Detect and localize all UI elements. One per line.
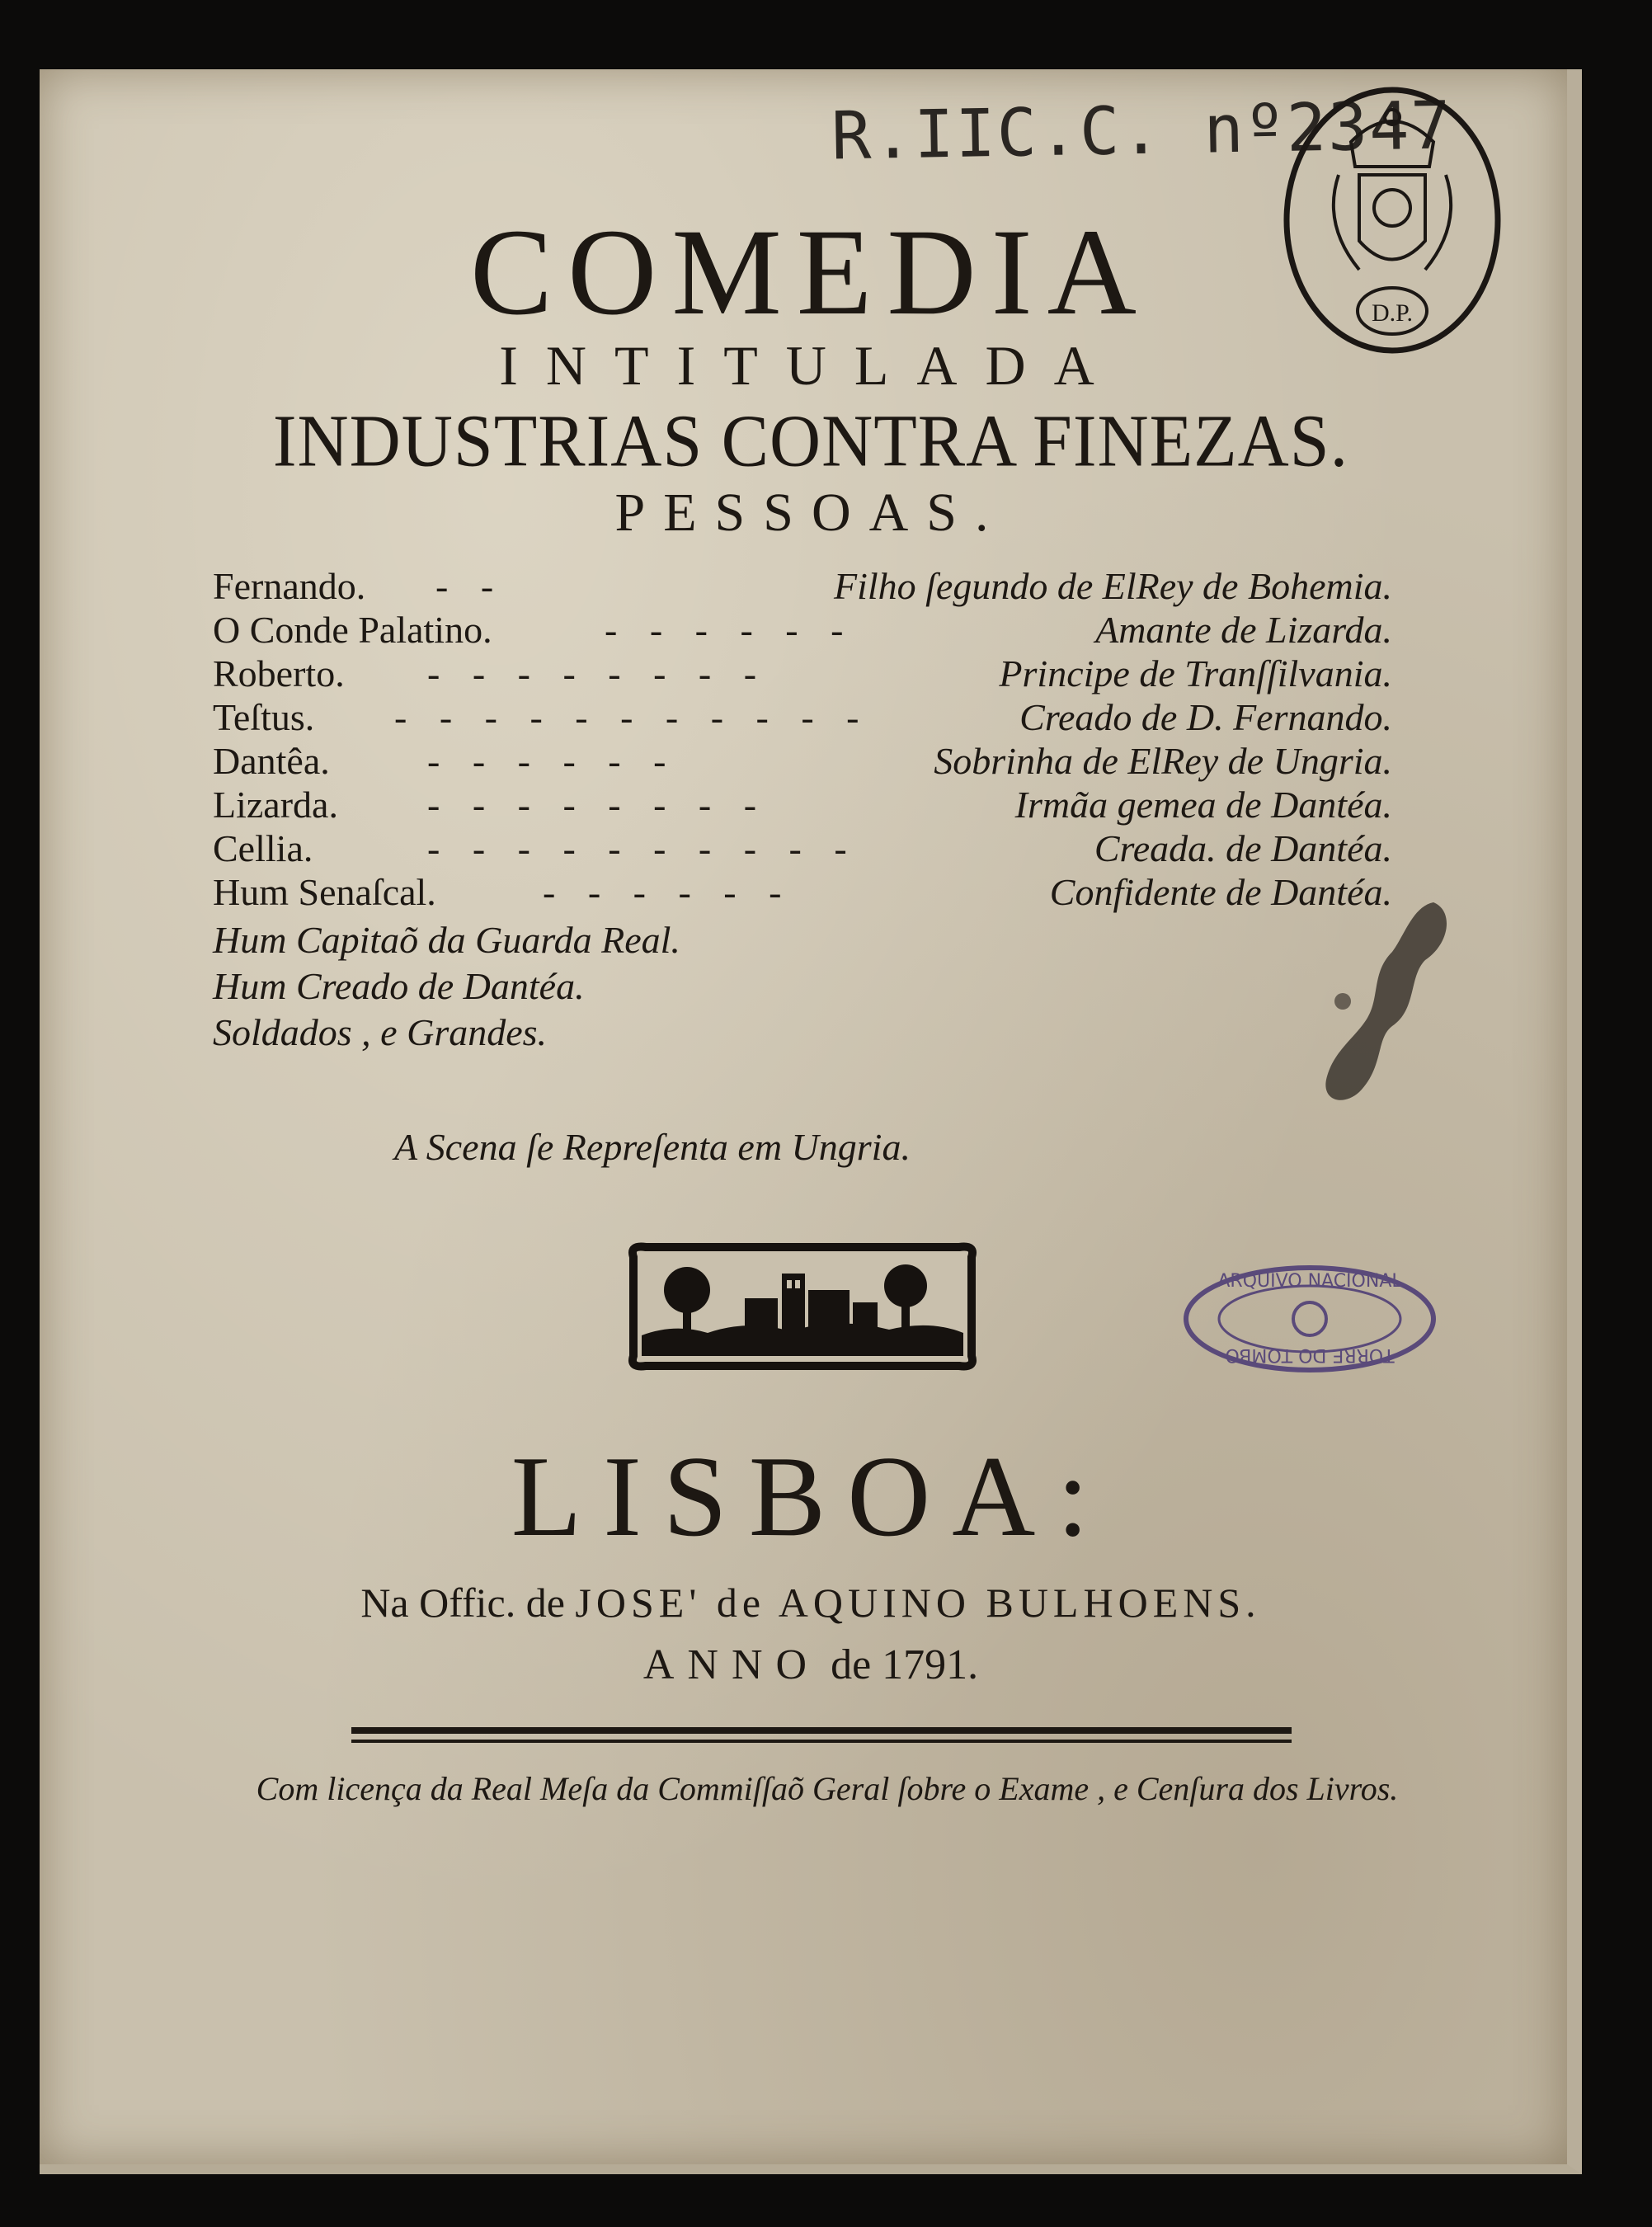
cast-role: Irmãa gemea de Dantéa. <box>1014 784 1392 826</box>
cast-dashes: - - - - - - - - - - - <box>394 696 871 738</box>
archive-stamp-top: ARQUIVO NACIONAL <box>1217 1271 1402 1292</box>
cast-row <box>213 564 1392 608</box>
cast-name: O Conde Palatino. <box>213 609 492 651</box>
imprint-printer <box>40 1579 1582 1627</box>
printer-name: JOSE' de AQUINO BULHOENS. <box>575 1580 1261 1626</box>
license-note: Com licença da Real Meſa da Commiſſaõ Geral ſobre o Exame , e Cenſura dos Livros. <box>256 1770 1399 1807</box>
title-page <box>40 69 1582 2174</box>
archive-stamp-bottom: TORRE DO TOMBO <box>1225 1344 1395 1365</box>
cast-name: Lizarda. <box>213 784 338 826</box>
cast-list <box>213 564 1392 1056</box>
cast-row <box>213 870 1392 914</box>
cast-dashes: - - - - - - - - - - <box>427 827 859 869</box>
cast-dashes: - - - - - - - - <box>427 652 769 694</box>
archive-oval-stamp-icon <box>1178 1257 1442 1381</box>
printer-prefix: Na Offic. de <box>360 1580 565 1626</box>
cast-dashes: - - - - - - <box>543 871 793 913</box>
cast-dashes: - - <box>435 565 506 607</box>
play-title: INDUSTRIAS CONTRA FINEZAS. <box>272 398 1349 483</box>
cast-row <box>213 739 1392 783</box>
ink-stain-icon <box>1310 894 1483 1117</box>
year-value: 1791. <box>882 1641 979 1688</box>
year-anno: ANNO <box>642 1641 821 1688</box>
cast-name: Dantêa. <box>213 740 330 782</box>
cast-name: Fernando. <box>213 565 366 607</box>
woodcut-landscape-castle-icon <box>625 1241 980 1372</box>
cast-row <box>213 826 1392 870</box>
cast-dashes: - - - - - - <box>605 609 855 651</box>
cast-role: Sobrinha de ElRey de Ungria. <box>934 740 1392 782</box>
cast-role: Filho ſegundo de ElRey de Bohemia. <box>833 565 1392 607</box>
cast-row <box>213 652 1392 695</box>
scene-note: A Scena ſe Repreſenta em Ungria. <box>394 1126 911 1168</box>
title-comedia: COMEDIA <box>470 204 1151 341</box>
cast-extra: Hum Creado de Dantéa. <box>213 965 585 1007</box>
cast-name: Roberto. <box>213 652 345 694</box>
cast-row <box>213 695 1392 739</box>
cast-role: Confidente de Dantéa. <box>1049 871 1392 913</box>
cast-name: Hum Senaſcal. <box>213 871 436 913</box>
handwritten-shelfmark: R.IIC.C. nº2347 <box>831 87 1453 175</box>
cast-heading: PESSOAS. <box>614 483 1007 543</box>
cast-name: Cellia. <box>213 827 313 869</box>
cast-role: Creada. de Dantéa. <box>1094 827 1392 869</box>
cast-role: Principe de Tranſſilvania. <box>999 652 1392 694</box>
imprint-year <box>40 1641 1582 1689</box>
seal-monogram: D.P. <box>1371 299 1414 327</box>
cast-dashes: - - - - - - <box>427 740 678 782</box>
imprint-city: LISBOA: <box>511 1433 1111 1561</box>
cast-row <box>213 783 1392 826</box>
cast-name: Teſtus. <box>213 696 315 738</box>
year-de: de <box>831 1641 872 1688</box>
double-rule <box>351 1727 1292 1749</box>
cast-dashes: - - - - - - - - <box>427 784 769 826</box>
title-intitulada: INTITULADA <box>499 334 1123 397</box>
cast-extra: Hum Capitaõ da Guarda Real. <box>213 919 680 961</box>
cast-extra: Soldados , e Grandes. <box>213 1011 548 1053</box>
cast-role: Amante de Lizarda. <box>1095 609 1392 651</box>
cast-role: Creado de D. Fernando. <box>1019 696 1392 738</box>
cast-row <box>213 608 1392 652</box>
